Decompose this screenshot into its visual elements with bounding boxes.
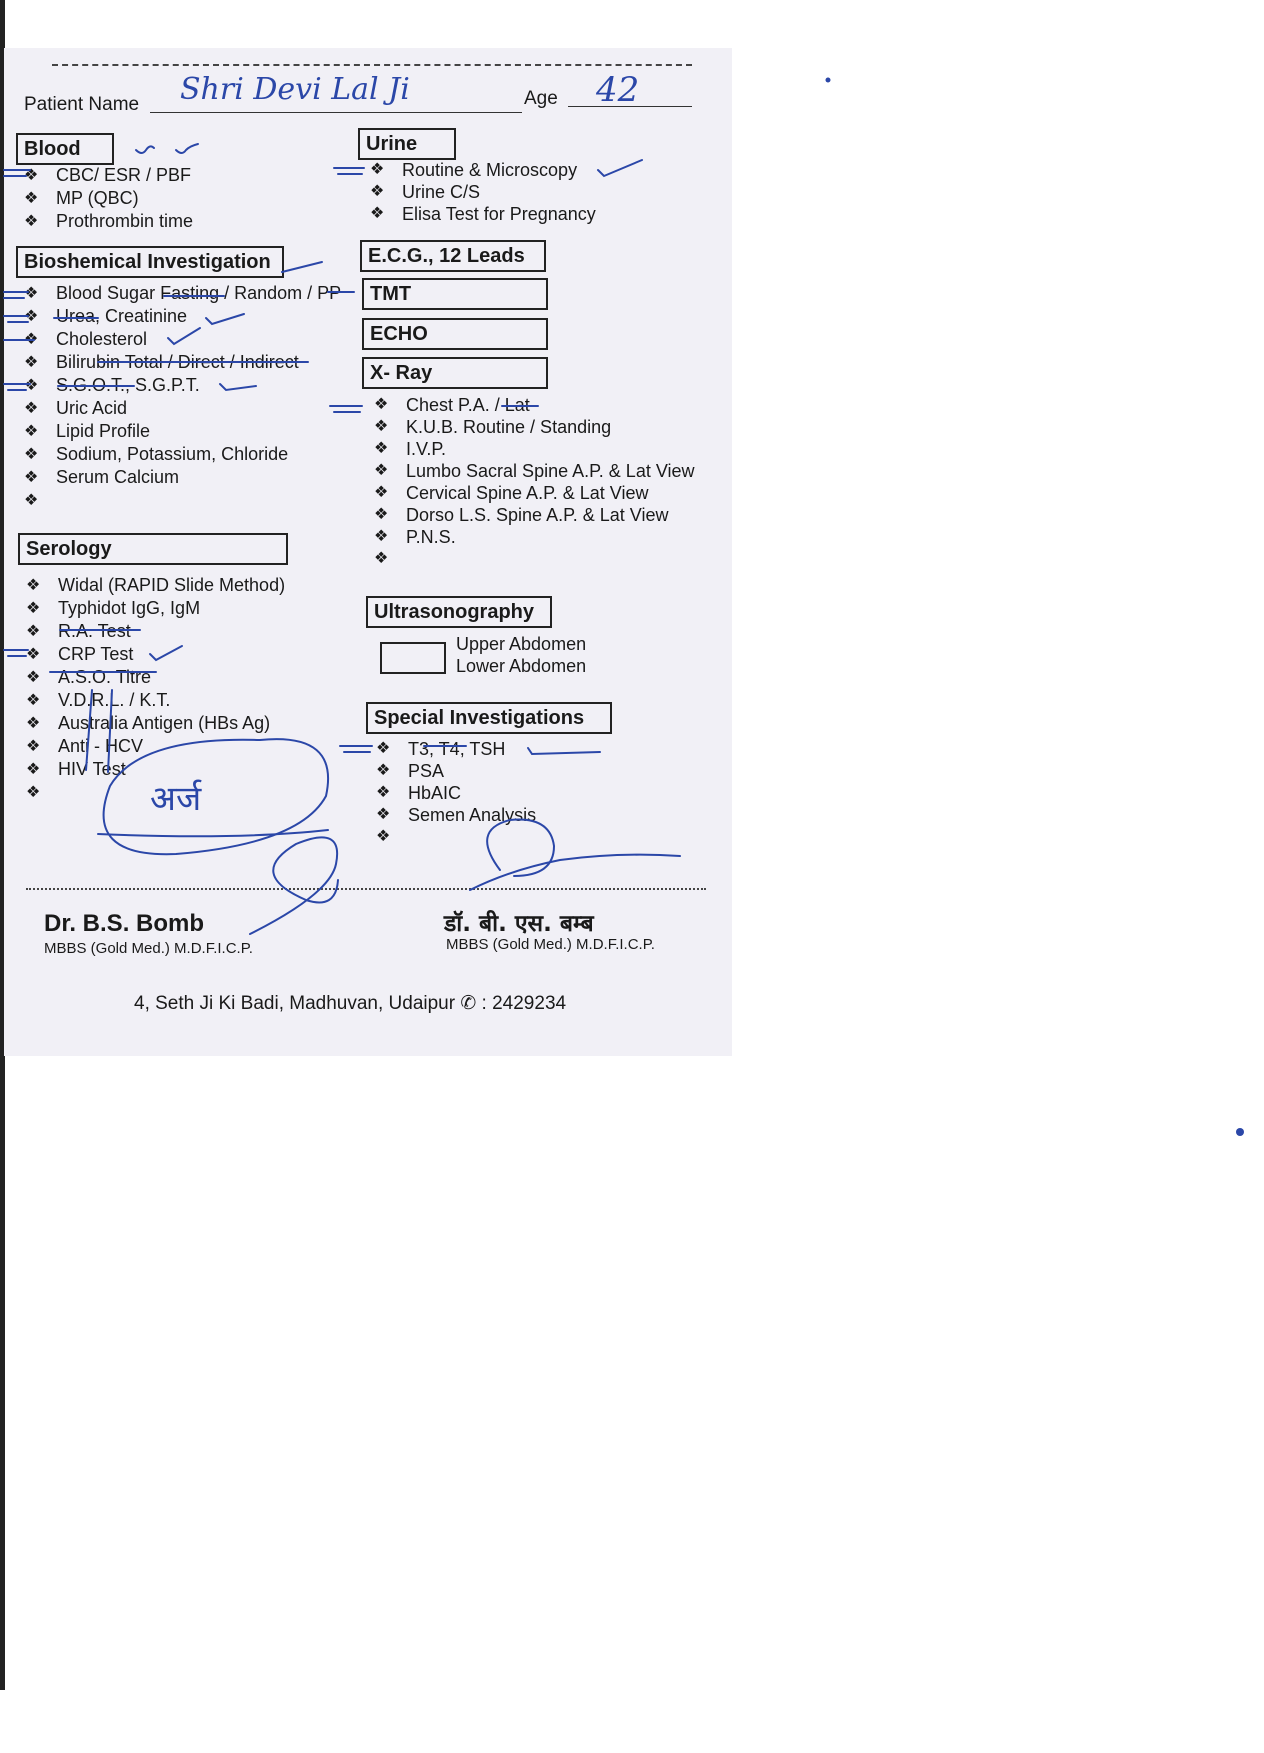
doctor-qualification-hi: MBBS (Gold Med.) M.D.F.I.C.P. (446, 936, 655, 953)
ultrasonography-heading: Ultrasonography (366, 596, 552, 628)
list-item: ❖ I.V.P. (374, 439, 447, 459)
list-item: ❖ CBC/ ESR / PBF (24, 165, 192, 185)
list-item: ❖ T3, T4, TSH (376, 739, 506, 759)
lower-abdomen-label: Lower Abdomen (456, 656, 587, 676)
serology-heading: Serology (18, 533, 288, 565)
list-item: ❖ Semen Analysis (376, 805, 537, 825)
tmt-heading: TMT (362, 278, 548, 310)
list-item: ❖ R.A. Test (26, 621, 131, 641)
clinic-address: 4, Seth Ji Ki Badi, Madhuvan, Udaipur ✆ : 2429234 (134, 993, 567, 1014)
upper-abdomen-label: Upper Abdomen (456, 634, 587, 654)
list-item: ❖ Bilirubin Total / Direct / Indirect (24, 352, 299, 372)
list-item: ❖ CRP Test (26, 644, 134, 664)
list-item: ❖ A.S.O. Titre (26, 667, 152, 687)
list-item: ❖ Australia Antigen (HBs Ag) (26, 713, 271, 733)
doctor-name-hi: डॉ. बी. एस. बम्ब (444, 911, 594, 937)
list-item: ❖ V.D.R.L. / K.T. (26, 690, 171, 710)
list-item: ❖ (376, 828, 391, 845)
list-item: ❖ MP (QBC) (24, 188, 139, 208)
list-item: ❖ Widal (RAPID Slide Method) (26, 575, 286, 595)
list-item: ❖ P.N.S. (374, 527, 456, 547)
doctor-name-en: Dr. B.S. Bomb (44, 910, 205, 937)
list-item: ❖ Typhidot IgG, IgM (26, 598, 201, 618)
list-item: ❖ HbAIC (376, 783, 462, 803)
special-investigations-heading: Special Investigations (366, 702, 612, 734)
list-item: ❖ (26, 784, 41, 801)
list-item: ❖ Serum Calcium (24, 467, 180, 487)
blood-heading: Blood (16, 133, 114, 165)
list-item: ❖ S.G.O.T., S.G.P.T. (24, 375, 200, 395)
biochem-heading: Bioshemical Investigation (16, 246, 284, 278)
list-item: ❖ Urea, Creatinine (24, 306, 188, 326)
list-item: ❖ Sodium, Potassium, Chloride (24, 444, 289, 464)
list-item: ❖ Prothrombin time (24, 211, 194, 231)
list-item: ❖ Cholesterol (24, 329, 148, 349)
patient-name-value: Shri Devi Lal Ji (180, 72, 410, 107)
list-item: ❖ (374, 550, 389, 567)
urine-heading: Urine (358, 128, 456, 160)
list-item: ❖ Elisa Test for Pregnancy (370, 204, 596, 224)
age-label: Age (524, 88, 558, 109)
list-item: ❖ Chest P.A. / Lat (374, 395, 530, 415)
list-item: ❖ Uric Acid (24, 398, 128, 418)
echo-heading: ECHO (362, 318, 548, 350)
list-item: ❖ (24, 492, 39, 509)
list-item: ❖ Lumbo Sacral Spine A.P. & Lat View (374, 461, 695, 481)
ecg-heading: E.C.G., 12 Leads (360, 240, 546, 272)
age-value: 42 (596, 70, 640, 110)
list-item: ❖ Anti - HCV (26, 736, 144, 756)
doctor-qualification-en: MBBS (Gold Med.) M.D.F.I.C.P. (44, 940, 253, 957)
list-item: ❖ Urine C/S (370, 182, 481, 202)
xray-heading: X- Ray (362, 357, 548, 389)
list-item: ❖ Routine & Microscopy (370, 160, 578, 180)
patient-name-label: Patient Name (24, 94, 140, 115)
list-item: ❖ Dorso L.S. Spine A.P. & Lat View (374, 505, 669, 525)
handwritten-note: अर्ज (150, 779, 202, 819)
list-item: ❖ Blood Sugar Fasting / Random / PP (24, 283, 342, 303)
list-item: ❖ Cervical Spine A.P. & Lat View (374, 483, 649, 503)
list-item: ❖ Lipid Profile (24, 421, 151, 441)
list-item: ❖ HIV Test (26, 759, 126, 779)
list-item: ❖ K.U.B. Routine / Standing (374, 417, 612, 437)
list-item: ❖ PSA (376, 761, 445, 781)
